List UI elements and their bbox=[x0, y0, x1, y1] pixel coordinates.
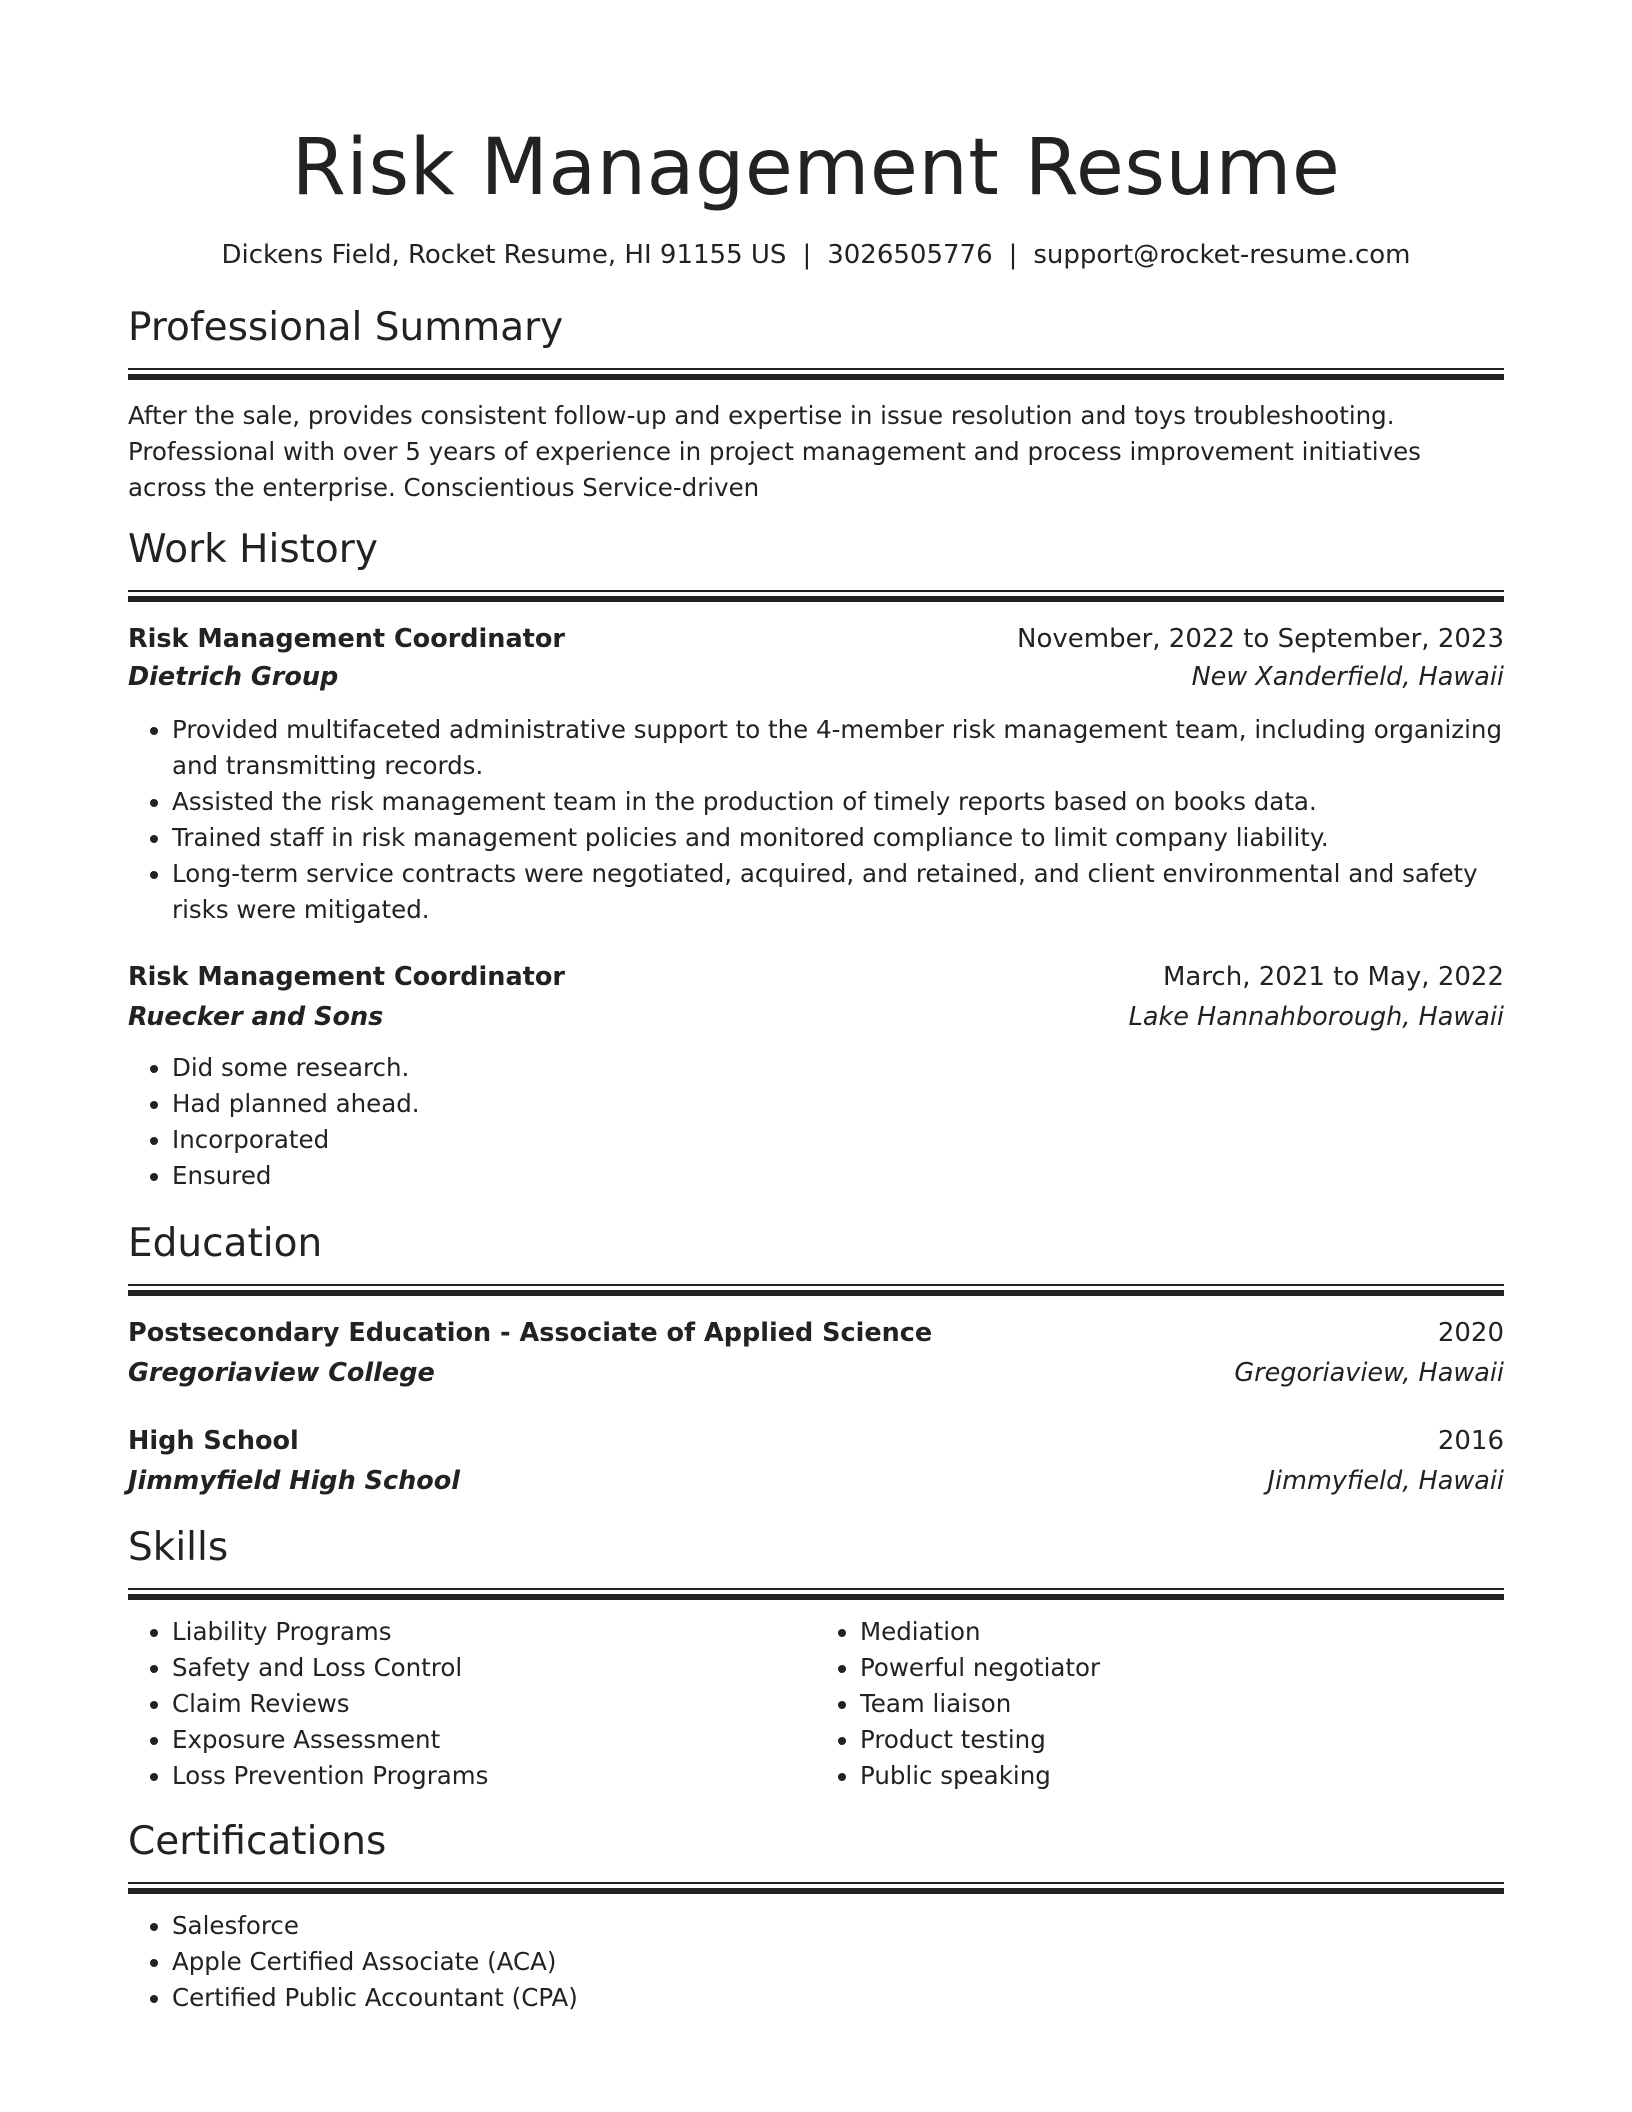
education-year: 2020 bbox=[1437, 1318, 1504, 1348]
contact-email: support@rocket-resume.com bbox=[1033, 240, 1411, 270]
section-divider bbox=[128, 590, 1504, 602]
job-location: New Xanderfield, Hawaii bbox=[1191, 662, 1504, 692]
list-item: • Mediation bbox=[860, 1614, 1504, 1650]
list-item: • Did some research. bbox=[172, 1050, 1504, 1086]
job-header-row bbox=[128, 958, 1504, 996]
job-company: Ruecker and Sons bbox=[128, 1002, 384, 1032]
contact-address: Dickens Field, Rocket Resume, HI 91155 US bbox=[221, 240, 787, 270]
education-degree: Postsecondary Education - Associate of Applied Science bbox=[128, 1318, 933, 1348]
skills-list-left bbox=[128, 1614, 816, 1794]
education-header-row bbox=[128, 1422, 1504, 1460]
section-title-certifications: Certifications bbox=[128, 1819, 387, 1864]
section-divider bbox=[128, 368, 1504, 380]
list-item: • Liability Programs bbox=[172, 1614, 816, 1650]
list-item: • Assisted the risk management team in the production of timely reports based on books data. bbox=[172, 784, 1504, 820]
job-bullets bbox=[128, 1050, 1504, 1194]
list-item: • Salesforce bbox=[172, 1908, 1504, 1944]
job-entry bbox=[128, 958, 1504, 1194]
certifications-list bbox=[128, 1908, 1504, 2016]
job-company: Dietrich Group bbox=[128, 662, 339, 692]
list-item: • Trained staff in risk management policies and monitored compliance to limit company liability. bbox=[172, 820, 1504, 856]
contact-line bbox=[128, 238, 1504, 272]
education-location: Gregoriaview, Hawaii bbox=[1234, 1358, 1504, 1388]
job-dates: November, 2022 to September, 2023 bbox=[1017, 624, 1504, 654]
section-title-summary: Professional Summary bbox=[128, 305, 564, 350]
list-item: • Had planned ahead. bbox=[172, 1086, 1504, 1122]
list-item: • Powerful negotiator bbox=[860, 1650, 1504, 1686]
job-title: Risk Management Coordinator bbox=[128, 962, 565, 992]
list-item: • Loss Prevention Programs bbox=[172, 1758, 816, 1794]
section-divider bbox=[128, 1284, 1504, 1296]
job-dates: March, 2021 to May, 2022 bbox=[1162, 962, 1504, 992]
section-title-work: Work History bbox=[128, 527, 378, 572]
skills-list-right bbox=[816, 1614, 1504, 1794]
list-item: • Safety and Loss Control bbox=[172, 1650, 816, 1686]
contact-separator: | bbox=[802, 240, 812, 270]
section-title-skills: Skills bbox=[128, 1525, 229, 1570]
contact-separator: | bbox=[1008, 240, 1018, 270]
job-entry bbox=[128, 620, 1504, 928]
section-divider bbox=[128, 1882, 1504, 1894]
list-item: • Public speaking bbox=[860, 1758, 1504, 1794]
section-title-education: Education bbox=[128, 1221, 323, 1266]
resume-title: Risk Management Resume bbox=[291, 123, 1341, 213]
work-history-section bbox=[128, 524, 1504, 1194]
education-school: Jimmyfield High School bbox=[128, 1466, 461, 1496]
skills-section bbox=[128, 1522, 1504, 1794]
list-item: • Certified Public Accountant (CPA) bbox=[172, 1980, 1504, 2016]
education-school-row bbox=[128, 1354, 1504, 1392]
list-item: • Incorporated bbox=[172, 1122, 1504, 1158]
section-divider bbox=[128, 1588, 1504, 1600]
list-item: • Team liaison bbox=[860, 1686, 1504, 1722]
list-item: • Exposure Assessment bbox=[172, 1722, 816, 1758]
job-header-row bbox=[128, 620, 1504, 658]
job-company-row bbox=[128, 658, 1504, 696]
job-location: Lake Hannahborough, Hawaii bbox=[1128, 1002, 1504, 1032]
education-entry bbox=[128, 1314, 1504, 1392]
job-title: Risk Management Coordinator bbox=[128, 624, 565, 654]
list-item: • Long-term service contracts were negotiated, acquired, and retained, and client environmental and safety risks were mitigated. bbox=[172, 856, 1504, 928]
summary-text: After the sale, provides consistent follow-up and expertise in issue resolution and toys troubleshooting. Professional with over 5 years of experience in project management and process improvement initiatives across the enterprise. Conscientious Service-driven bbox=[128, 401, 1421, 502]
education-entry bbox=[128, 1422, 1504, 1500]
education-header-row bbox=[128, 1314, 1504, 1352]
education-section bbox=[128, 1218, 1504, 1500]
job-company-row bbox=[128, 998, 1504, 1036]
education-degree: High School bbox=[128, 1426, 299, 1456]
list-item: • Claim Reviews bbox=[172, 1686, 816, 1722]
list-item: • Apple Certified Associate (ACA) bbox=[172, 1944, 1504, 1980]
job-bullets bbox=[128, 712, 1504, 928]
list-item: • Ensured bbox=[172, 1158, 1504, 1194]
list-item: • Provided multifaceted administrative support to the 4-member risk management team, including organizing and transmitting records. bbox=[172, 712, 1504, 784]
summary-section bbox=[128, 302, 1504, 506]
education-year: 2016 bbox=[1437, 1426, 1504, 1456]
skills-grid bbox=[128, 1614, 1504, 1794]
education-school-row bbox=[128, 1462, 1504, 1500]
contact-phone: 3026505776 bbox=[827, 240, 993, 270]
education-school: Gregoriaview College bbox=[128, 1358, 435, 1388]
certifications-section bbox=[128, 1816, 1504, 2016]
education-location: Jimmyfield, Hawaii bbox=[1267, 1466, 1504, 1496]
list-item: • Product testing bbox=[860, 1722, 1504, 1758]
